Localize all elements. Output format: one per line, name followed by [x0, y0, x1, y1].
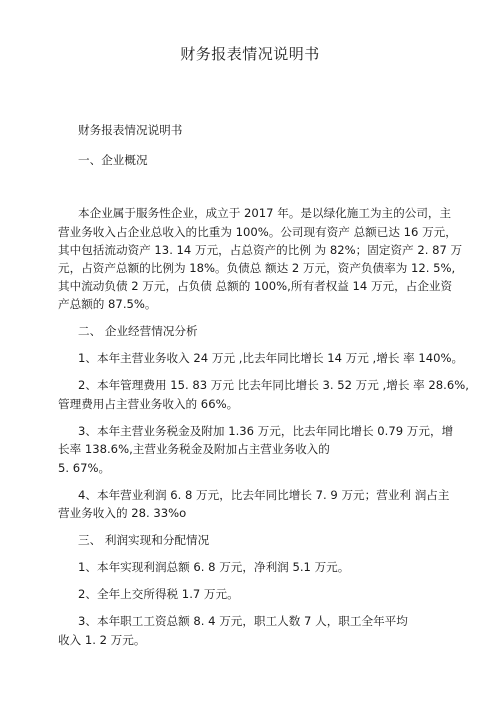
section-heading: 一、企业概况 — [78, 153, 148, 167]
list-item: 管理费用占主营业务收入的 66%。 — [58, 397, 239, 411]
paragraph-line: 产总额的 87.5%。 — [58, 297, 157, 311]
paragraph-line: 营业务收入占企业总收入的比重为 100%。公司现有资产 总额已达 16 万元， — [58, 225, 457, 239]
paragraph-line: 元，占资产总额的比例为 18%。负债总 额达 2 万元，资产负债率为 12. 5%, — [58, 261, 456, 275]
paragraph-line: 本企业属于服务性企业，成立于 2017 年。是以绿化施工为主的公司，主 — [78, 206, 452, 220]
list-item: 1、本年实现利润总额 6. 8 万元，净利润 5.1 万元。 — [78, 560, 350, 574]
list-item: 5. 67%。 — [58, 461, 111, 475]
section-heading: 财务报表情况说明书 — [78, 123, 183, 137]
section-heading: 二、 企业经营情况分析 — [78, 324, 198, 338]
list-item: 1、本年主营业务收入 24 万元 ,比去年同比增长 14 万元 ,增长 率 140%。 — [78, 351, 464, 365]
paragraph-line: 其中包括流动资产 13. 14 万元，占总资产的比例 为 82%；固定资产 2. 87 万 — [58, 243, 463, 257]
list-item: 4、本年营业利润 6. 8 万元，比去年同比增长 7. 9 万元；营业利 润占主 — [78, 488, 450, 502]
list-item: 3、本年主营业务税金及附加 1.36 万元，比去年同比增长 0.79 万元，增 — [78, 424, 454, 438]
list-item: 2、本年管理费用 15. 83 万元 比去年同比增长 3. 52 万元 ,增长 率 28.6%, — [78, 378, 469, 392]
list-item: 3、本年职工工资总额 8. 4 万元，职工人数 7 人，职工全年平均 — [78, 614, 408, 628]
document-title: 财务报表情况说明书 — [180, 45, 320, 63]
list-item: 2、全年上交所得税 1.7 万元。 — [78, 587, 239, 601]
list-item: 营业务收入的 28. 33%o — [58, 506, 187, 520]
list-item: 长率 138.6%,主营业务税金及附加占主营业务收入的 — [58, 442, 330, 456]
section-heading: 三、 利润实现和分配情况 — [78, 533, 210, 547]
paragraph-line: 其中流动负债 2 万元，占负债 总额的 100%,所有者权益 14 万元，占企业资 — [58, 279, 453, 293]
list-item: 收入 1. 2 万元。 — [58, 633, 146, 647]
